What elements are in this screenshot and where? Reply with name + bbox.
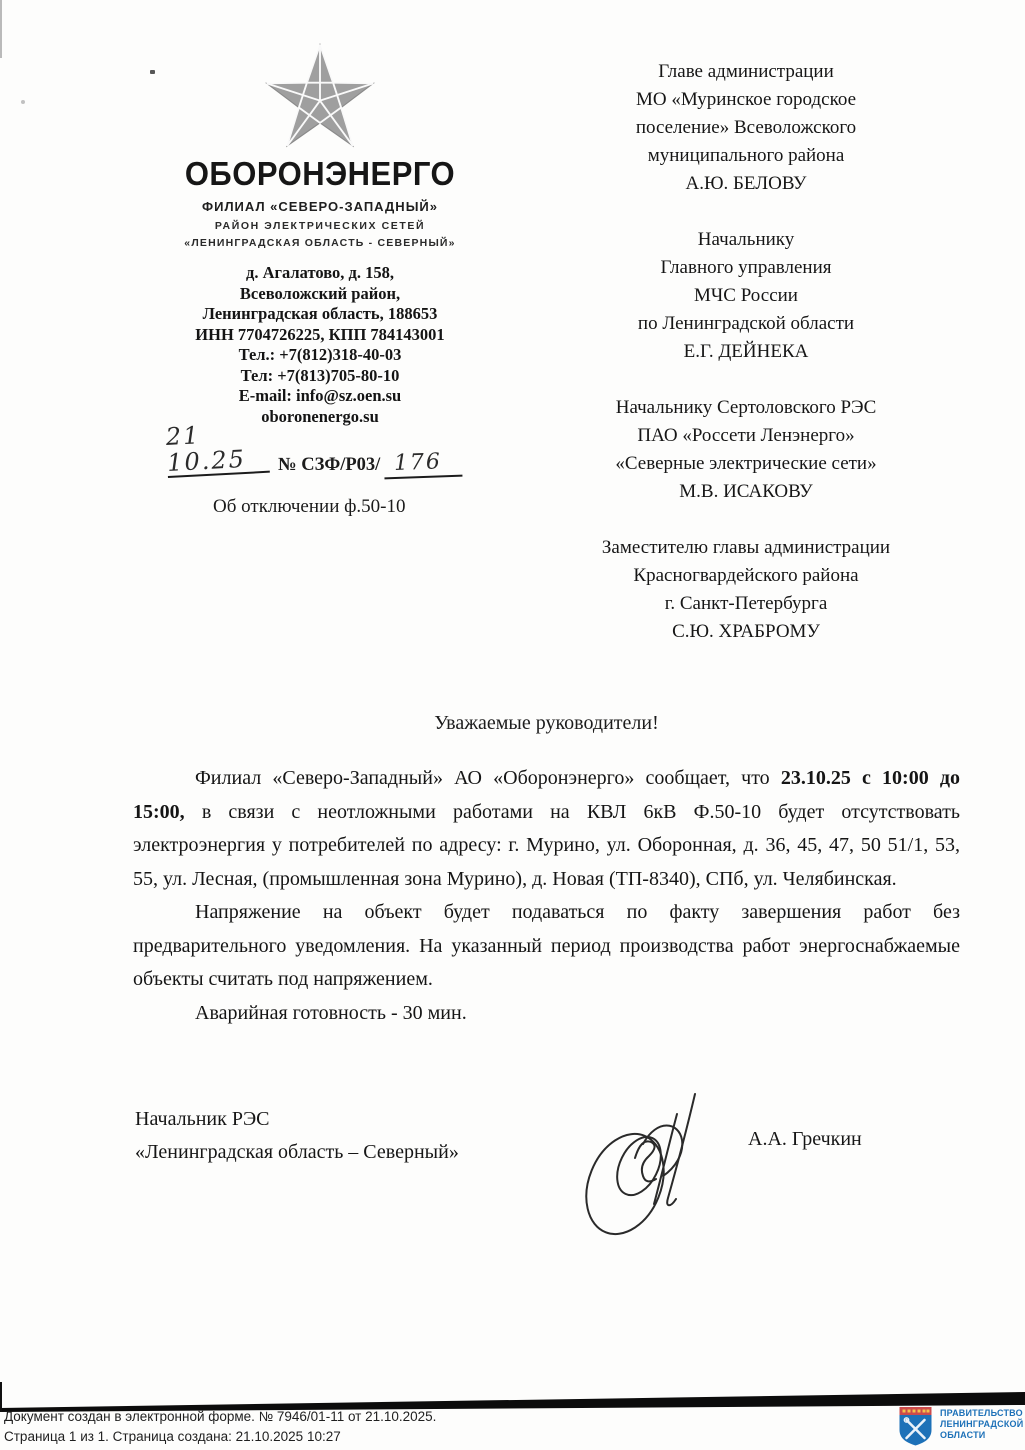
recipient-line: С.Ю. ХРАБРОМУ xyxy=(672,621,820,642)
recipient-line: поселение» Всеволожского xyxy=(635,117,857,138)
recipient-line: «Северные электрические сети» xyxy=(615,453,877,474)
signer-position-line-2: «Ленинградская область – Северный» xyxy=(135,1141,459,1163)
recipient-line: Начальнику xyxy=(697,229,795,250)
stamp-line-1: Документ создан в электронной форме. № 7946/01-11 от 21.10.2025. xyxy=(4,1409,437,1424)
recipient-line: г. Санкт-Петербурга xyxy=(664,593,828,614)
address-line: Всеволожский район, xyxy=(239,283,401,303)
signer-name: А.А. Гречкин xyxy=(748,1128,862,1150)
address-line: Тел.: +7(812)318-40-03 xyxy=(238,345,402,364)
signer-position xyxy=(135,1103,459,1169)
gov-logo-text xyxy=(940,1408,1023,1441)
reference-number-label: № СЗФ/Р03/ xyxy=(278,455,381,475)
recipient-block-4 xyxy=(530,534,962,646)
p1-rest: в связи с неотложными работами на КВЛ 6кВ Ф.50-10 будет отсутствовать электроэнергия у потребителей по адресу: г. Мурино, ул. Оборонная, д. 36, 45, 47, 50 51/1, 53, 55, ул. Лесная, (промышленная зона Мурино), д. Новая (ТП-8340), СПб, ул. Челябинская. xyxy=(133,800,960,890)
org-name: ОБОРОНЭНЕРГО xyxy=(184,154,456,193)
scan-edge-artifact xyxy=(0,0,2,58)
recipient-line: Начальнику Сертоловского РЭС xyxy=(615,397,877,418)
address-line: ИНН 7704726225, КПП 784143001 xyxy=(195,324,445,344)
recipient-line: Главе администрации xyxy=(658,61,834,82)
address-line: д. Агалатово, д. 158, xyxy=(246,263,394,282)
body-paragraph-3: Аварийная готовность - 30 мин. xyxy=(195,1001,467,1024)
recipient-line: А.Ю. БЕЛОВУ xyxy=(685,173,807,194)
subject-line: Об отключении ф.50-10 xyxy=(213,496,406,517)
org-address-block xyxy=(115,263,525,427)
recipient-line: Заместителю главы администрации xyxy=(601,537,891,558)
leningrad-coat-of-arms-icon xyxy=(897,1406,934,1450)
scan-speck xyxy=(21,100,25,104)
letter-body xyxy=(133,762,960,1030)
address-line: oboronenergo.su xyxy=(261,406,379,426)
reference-line xyxy=(165,421,488,478)
gov-logo-line-3: ОБЛАСТИ xyxy=(940,1430,986,1440)
gov-logo-line-1: ПРАВИТЕЛЬСТВО xyxy=(940,1408,1023,1418)
branch-line-1: ФИЛИАЛ «СЕВЕРО-ЗАПАДНЫЙ» xyxy=(202,199,438,214)
p1-lead: Филиал «Северо-Западный» АО «Оборонэнерго» сообщает, что xyxy=(195,767,781,789)
salutation: Уважаемые руководители! xyxy=(434,712,659,734)
address-line: E-mail: info@sz.oen.su xyxy=(238,386,402,405)
recipient-line: ПАО «Россети Ленэнерго» xyxy=(637,425,855,446)
address-line: Тел: +7(813)705-80-10 xyxy=(240,365,400,385)
handwritten-number: 176 xyxy=(384,449,463,480)
star-logo-icon xyxy=(115,40,525,152)
body-paragraph-1 xyxy=(133,762,960,896)
address-line: Ленинградская область, 188653 xyxy=(202,304,438,323)
leningrad-government-logo xyxy=(897,1406,1023,1450)
signer-position-line-1: Начальник РЭС xyxy=(135,1108,270,1130)
recipient-block-2 xyxy=(530,226,962,366)
branch-line-2: РАЙОН ЭЛЕКТРИЧЕСКИХ СЕТЕЙ xyxy=(214,220,426,232)
recipient-line: МЧС России xyxy=(694,285,798,306)
recipient-line: Красногвардейского района xyxy=(633,565,859,586)
recipient-block-1 xyxy=(530,58,962,198)
recipient-block-3 xyxy=(530,394,962,506)
body-paragraph-2: Напряжение на объект будет подаваться по факту завершения работ без предварительного уведомления. На указанный период производства работ энергоснабжаемые объекты считать под напряжением. xyxy=(133,901,960,990)
signature-scribble xyxy=(573,1086,708,1241)
handwritten-date: 21 10.25 xyxy=(165,419,270,478)
recipient-line: муниципального района xyxy=(647,145,845,166)
recipient-line: М.В. ИСАКОВУ xyxy=(679,481,813,502)
p1-bold-datetime: 23.10.25 с 10:00 до 15:00, xyxy=(133,767,960,823)
branch-line-3: «ЛЕНИНГРАДСКАЯ ОБЛАСТЬ - СЕВЕРНЫЙ» xyxy=(184,237,456,249)
recipient-line: по Ленинградской области xyxy=(637,313,855,334)
scan-edge-artifact xyxy=(0,1382,2,1412)
recipient-line: Главного управления xyxy=(660,257,832,278)
recipient-line: Е.Г. ДЕЙНЕКА xyxy=(683,341,809,362)
recipient-line: МО «Муринское городское xyxy=(635,89,857,110)
gov-logo-line-2: ЛЕНИНГРАДСКОЙ xyxy=(940,1419,1024,1429)
electronic-stamp xyxy=(4,1407,704,1446)
recipients-column xyxy=(530,58,962,674)
letterhead xyxy=(115,40,525,427)
stamp-line-2: Страница 1 из 1. Страница создана: 21.10.2025 10:27 xyxy=(4,1428,341,1444)
